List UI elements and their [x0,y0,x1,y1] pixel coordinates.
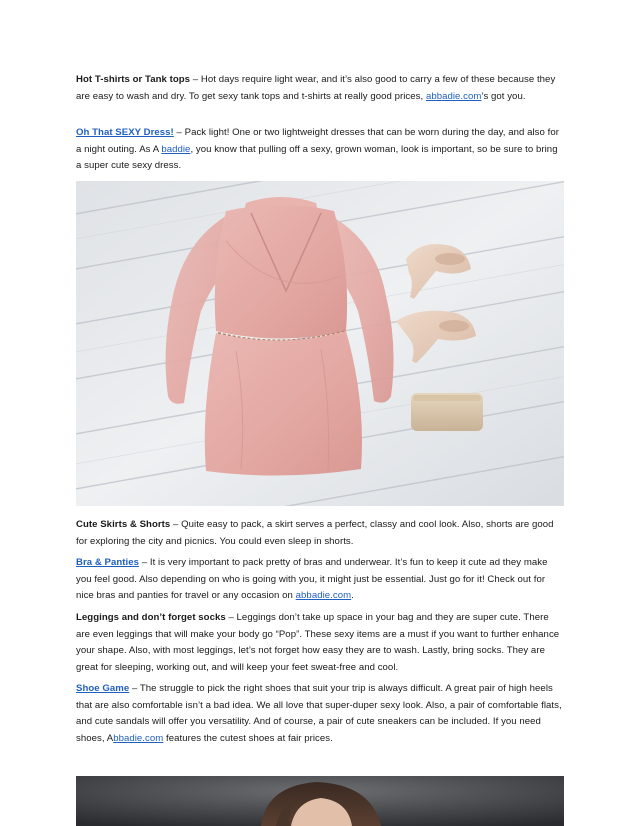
text-tshirts-end: ’s got you. [481,90,526,102]
link-sexy-dress[interactable]: Oh That SEXY Dress! [76,127,174,138]
link-abbadie-shoes[interactable]: bbadie.com [113,732,164,744]
link-bra-panties[interactable]: Bra & Panties [76,557,140,568]
heading-tshirts: Hot T-shirts or Tank tops [76,74,191,85]
link-shoe-game[interactable]: Shoe Game [76,683,130,694]
paragraph-shoes [76,681,564,747]
paragraph-leggings [76,610,564,676]
heading-skirts: Cute Skirts & Shorts [76,519,171,530]
text-dress-end: , you know that pulling off a sexy, grown woman, look is important, so be sure to bring a super cute sexy dress. [76,143,558,171]
portrait-photo [76,776,564,826]
text-dress-body: – Pack light! One or two lightweight dresses that can be worn during the day, and also for a night outing. As A [76,127,559,155]
heading-leggings: Leggings and don’t forget socks [76,612,226,623]
link-baddie[interactable]: baddie [161,143,191,155]
text-bras-body: – It is very important to pack pretty of bras and underwear. It’s fun to keep it cute ad they make you feel good. Also depending on who is going with you, it might just be essential. Just go for it! Check out for nice bras and panties for travel or any occasion on [76,557,548,601]
paragraph-skirts [76,517,564,550]
text-shoes-body: – The struggle to pick the right shoes that suit your trip is always difficult. A great pair of high heels that are also comfortable isn’t a bad idea. We all love that super-duper sexy look. Also, a pair of comfortable flats, and cute sandals will offer you versatility. And of course, a pair of cute sneakers can be included. If you need shoes, A [76,683,562,744]
text-shoes-end: features the cutest shoes at fair prices. [163,732,333,744]
paragraph-bras [76,555,564,605]
paragraph-tshirts [76,72,564,105]
text-tshirts-body: – Hot days require light wear, and it’s also good to carry a few of these because they are easy to wash and dry. To get sexy tank tops and t-shirts at really good prices, [76,74,556,102]
link-abbadie-bras[interactable]: abbadie.com [295,590,352,601]
paragraph-dress [76,125,564,175]
clutch-bag [411,393,483,431]
text-skirts-body: – Quite easy to pack, a skirt serves a perfect, classy and cool look. Also, shorts are good for exploring the city and picnics. You could even sleep in shorts. [76,519,554,547]
link-abbadie[interactable]: abbadie.com [425,90,482,102]
text-leggings-body: – Leggings don’t take up space in your bag and they are super cute. There are even leggings that will make your body go “Pop”. These sexy items are a must if you want to further enhance your shape. Also, with most leggings, let’s not forget how easy they are to wash. Lastly, bring socks. They are great for sleeping, working out, and will keep your feet sweat-free and cool. [76,612,560,673]
text-bras-end: . [351,590,354,601]
dress-photo [76,181,564,506]
